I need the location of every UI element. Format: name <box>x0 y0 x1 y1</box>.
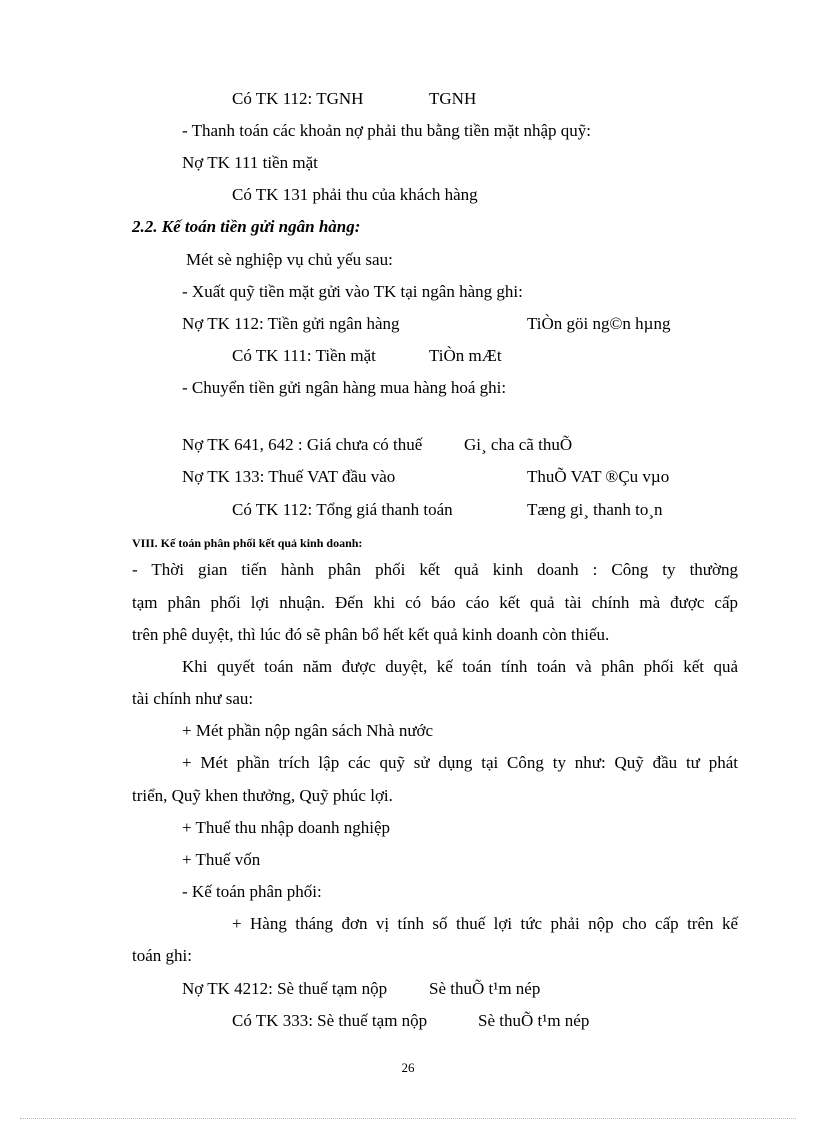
text-line: - Thanh toán các khoản nợ phải thu bằng tiền mặt nhập quỹ: <box>182 121 592 140</box>
text-line: - Chuyển tiền gửi ngân hàng mua hàng hoá ghi: <box>182 378 507 397</box>
bullet-item: + Mét phần trích lập các quỹ sử dụng tại Công ty như: Quỹ đầu tư phát <box>182 753 738 772</box>
bullet-item: + Mét phần nộp ngân sách Nhà nước <box>182 721 434 740</box>
entry-debit-641-legacy: Gi¸ cha cã thuÕ <box>464 435 573 454</box>
entry-debit-4212: Nợ TK 4212: Sè thuế tạm nộp <box>182 979 388 998</box>
paragraph-line: trên phê duyệt, thì lúc đó sẽ phân bổ hết kết quả kinh doanh còn thiếu. <box>132 625 610 644</box>
entry-debit-112: Nợ TK 112: Tiền gửi ngân hàng <box>182 314 400 333</box>
text-line: - Xuất quỹ tiền mặt gửi vào TK tại ngân hàng ghi: <box>182 282 523 301</box>
bullet-item-continued: triển, Quỹ khen thưởng, Quỹ phúc lợi. <box>132 786 393 805</box>
paragraph-line: + Hàng tháng đơn vị tính số thuế lợi tức phải nộp cho cấp trên kế <box>232 914 738 933</box>
text-line: - Kế toán phân phối: <box>182 882 322 901</box>
entry-debit-133-legacy: ThuÕ VAT ®Çu vµo <box>527 467 670 486</box>
entry-credit-112: Có TK 112: TGNH <box>232 89 364 108</box>
bullet-item: + Thuế thu nhập doanh nghiệp <box>182 818 391 837</box>
entry-debit-4212-legacy: Sè thuÕ t¹m nép <box>429 979 541 998</box>
entry-credit-111-legacy: TiÒn mÆt <box>429 346 502 365</box>
paragraph-line: - Thời gian tiến hành phân phối kết quả kinh doanh : Công ty thường <box>132 560 738 579</box>
entry-debit-111: Nợ TK 111 tiền mặt <box>182 153 318 172</box>
entry-credit-333-legacy: Sè thuÕ t¹m nép <box>478 1011 590 1030</box>
entry-debit-112-legacy: TiÒn göi ng©n hµng <box>527 314 671 333</box>
section-viii-heading: VIII. Kế toán phân phối kết quả kinh doanh: <box>132 536 363 550</box>
entry-credit-333: Có TK 333: Sè thuế tạm nộp <box>232 1011 428 1030</box>
paragraph-line: Khi quyết toán năm được duyệt, kế toán tính toán và phân phối kết quả <box>182 657 738 676</box>
page-edge-divider <box>20 1118 796 1119</box>
entry-debit-133: Nợ TK 133: Thuế VAT đầu vào <box>182 467 396 486</box>
paragraph-line: toán ghi: <box>132 946 192 965</box>
bullet-item: + Thuế vốn <box>182 850 261 869</box>
paragraph-line: tài chính như sau: <box>132 689 254 708</box>
entry-credit-112-legacy: TGNH <box>429 89 477 108</box>
entry-debit-641: Nợ TK 641, 642 : Giá chưa có thuế <box>182 435 423 454</box>
heading-2-2: 2.2. Kế toán tiền gửi ngân hàng: <box>132 217 361 236</box>
paragraph-line: tạm phân phối lợi nhuận. Đến khi có báo cáo kết quả tài chính mà được cấp <box>132 593 738 612</box>
entry-credit-112-total: Có TK 112: Tổng giá thanh toán <box>232 500 453 519</box>
entry-credit-112-total-legacy: Tæng gi¸ thanh to¸n <box>527 500 663 519</box>
page-number: 26 <box>401 1060 415 1075</box>
text-line: Mét sè nghiệp vụ chủ yếu sau: <box>186 250 393 269</box>
entry-credit-131: Có TK 131 phải thu của khách hàng <box>232 185 478 204</box>
entry-credit-111: Có TK 111: Tiền mặt <box>232 346 376 365</box>
